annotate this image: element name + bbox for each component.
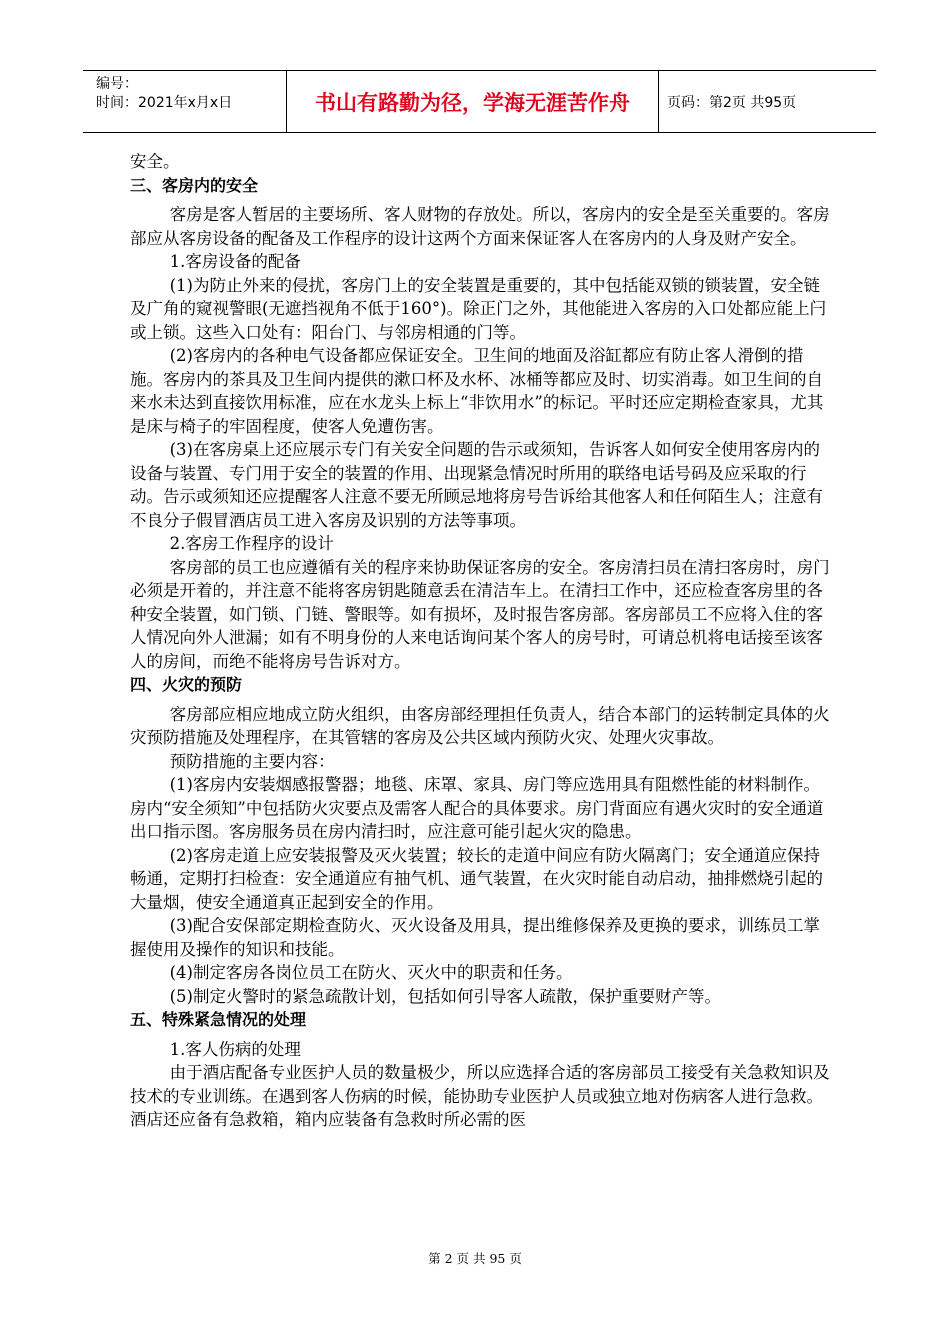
body-paragraph: 客房部的员工也应遵循有关的程序来协助保证客房的安全。客房清扫员在清扫客房时，房门必须是开着的，并注意不能将客房钥匙随意丢在清洁车上。在清扫工作中，还应检查客房里的各种安全装置，如门锁、门链、警眼等。如有损坏，及时报告客房部。客房部员工不应将入住的客人情况向外人泄漏；如有不明身份的人来电话询问某个客人的房号时，可请总机将电话接至该客人的房间，而绝不能将房号告诉对方。 bbox=[130, 557, 830, 671]
body-paragraph: 安全。 bbox=[130, 152, 180, 171]
body-paragraph: 1.客人伤病的处理 bbox=[169, 1039, 301, 1059]
section-heading: 五、特殊紧急情况的处理 bbox=[130, 1010, 307, 1029]
body-paragraph: 1.客房设备的配备 bbox=[169, 252, 301, 271]
body-paragraph: (1)为防止外来的侵扰，客房门上的安全装置是重要的，其中包括能双锁的锁装置，安全链及广角的窥视警眼(无遮挡视角不低于160°)。除正门之外，其他能进入客房的入口处都应能上闩或上锁。这些入口处有：阳台门、与邻房相通的门等。 bbox=[130, 275, 827, 342]
header-page-code: 页码：第2页 共95页 bbox=[667, 94, 797, 111]
page-footer: 第 2 页 共 95 页 bbox=[428, 1251, 522, 1266]
body-paragraph: 预防措施的主要内容： bbox=[169, 751, 335, 771]
section-heading: 三、客房内的安全 bbox=[130, 175, 259, 195]
body-paragraph: (3)在客房桌上还应展示专门有关安全问题的告示或须知，告诉客人如何安全使用客房内的设备与装置、专门用于安全的装置的作用、出现紧急情况时所用的联络电话号码及应采取的行动。告示或须知还应提醒客人注意不要无所顾忌地将房号告诉给其他客人和任何陌生人；注意有不良分子假冒酒店员工进入客房及识别的方法等事项。 bbox=[130, 440, 823, 530]
body-paragraph: 由于酒店配备专业医护人员的数量极少，所以应选择合适的客房部员工接受有关急救知识及技术的专业训练。在遇到客人伤病的时候，能协助专业医护人员或独立地对伤病客人进行急救。酒店还应备有急救箱，箱内应装备有急救时所必需的医 bbox=[130, 1063, 830, 1129]
body-paragraph: (1)客房内安装烟感报警器；地毯、床罩、家具、房门等应选用具有阻燃性能的材料制作。房内“安全须知”中包括防火灾要点及需客人配合的具体要求。房门背面应有遇火灾时的安全通道出口指示图。客房服务员在房内清扫时，应注意可能引起火灾的隐患。 bbox=[130, 775, 824, 841]
header-meta bbox=[83, 71, 286, 132]
body-paragraph: (2)客房内的各种电气设备都应保证安全。卫生间的地面及浴缸都应有防止客人滑倒的措施。客房内的茶具及卫生间内提供的漱口杯及水杯、冰桶等都应及时、切实消毒。如卫生间的自来水未达到直接饮用标准，应在水龙头上标上“非饮用水”的标记。平时还应定期检查家具，尤其是床与椅子的牢固程度，使客人免遭伤害。 bbox=[130, 346, 824, 436]
doc-number-label: 编号： bbox=[96, 76, 138, 92]
body-paragraph: 客房是客人暂居的主要场所、客人财物的存放处。所以，客房内的安全是至关重要的。客房部应从客房设备的配备及工作程序的设计这两个方面来保证客人在客房内的人身及财产安全。 bbox=[130, 205, 830, 248]
document-body bbox=[130, 150, 830, 1132]
page-header bbox=[83, 70, 876, 133]
body-paragraph: 客房部应相应地成立防火组织，由客房部经理担任负责人，结合本部门的运转制定具体的火灾预防措施及处理程序，在其管辖的客房及公共区域内预防火灾、处理火灾事故。 bbox=[130, 704, 830, 747]
doc-time-label: 时间：2021年x月x日 bbox=[96, 95, 233, 111]
body-paragraph: (2)客房走道上应安装报警及灭火装置；较长的走道中间应有防火隔离门；安全通道应保持畅通，定期打扫检查：安全通道应有抽气机、通气装置，在火灾时能自动启动，抽排燃烧引起的大量烟，使安全通道真正起到安全的作用。 bbox=[130, 845, 823, 912]
section-heading: 四、火灾的预防 bbox=[130, 675, 243, 694]
body-paragraph: (3)配合安保部定期检查防火、灭火设备及用具，提出维修保养及更换的要求，训练员工掌握使用及操作的知识和技能。 bbox=[130, 916, 820, 959]
body-paragraph: (5)制定火警时的紧急疏散计划，包括如何引导客人疏散，保护重要财产等。 bbox=[169, 986, 721, 1006]
body-paragraph: 2.客房工作程序的设计 bbox=[169, 534, 334, 553]
header-motto: 书山有路勤为径，学海无涯苦作舟 bbox=[286, 71, 659, 132]
body-paragraph: (4)制定客房各岗位员工在防火、灭火中的职责和任务。 bbox=[169, 963, 573, 982]
